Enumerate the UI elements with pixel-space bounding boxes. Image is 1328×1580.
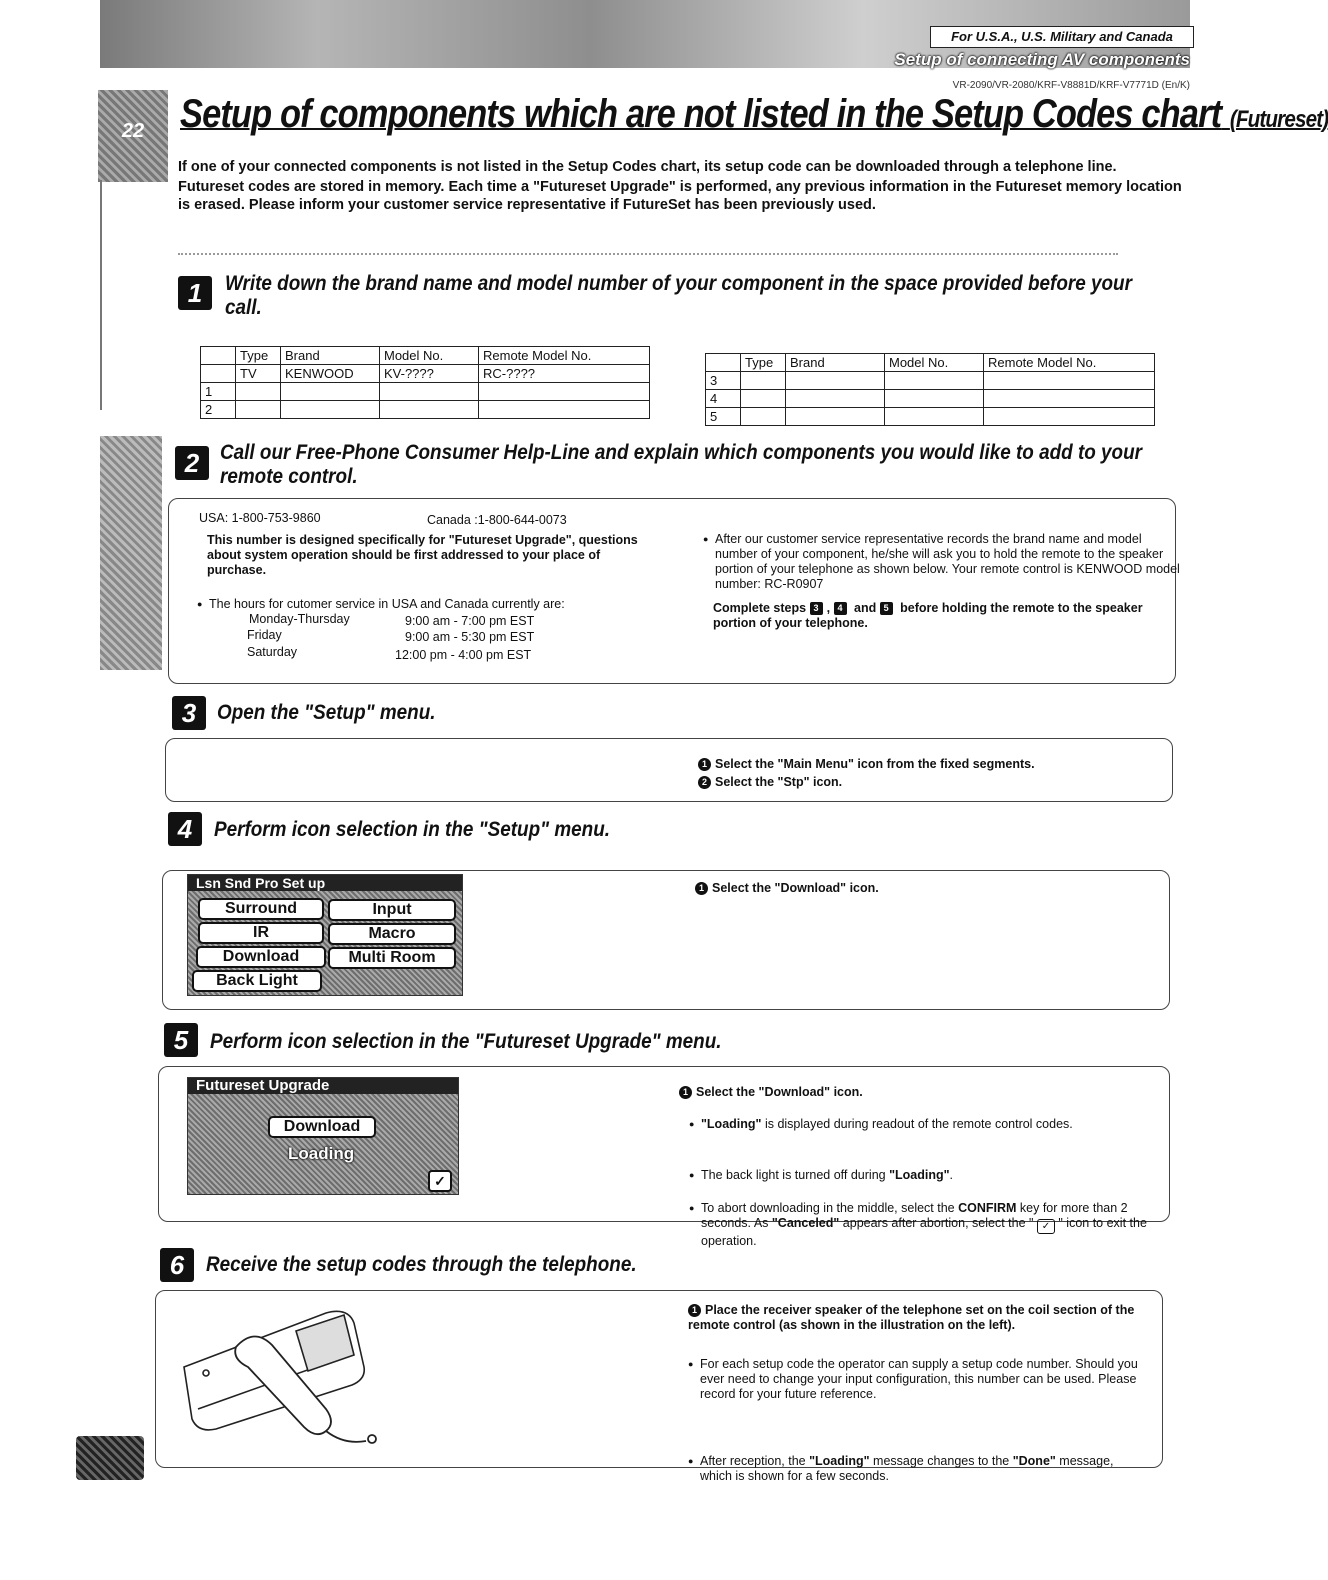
- step-ref-3: 3: [810, 602, 823, 615]
- step-ref-4: 4: [834, 602, 847, 615]
- step-ref-5: 5: [880, 602, 893, 615]
- table-cell: Remote Model No.: [479, 347, 650, 365]
- step-6-box: [155, 1290, 1163, 1483]
- step-6-heading: Receive the setup codes through the telephone.: [206, 1253, 637, 1276]
- designed-note: This number is designed specifically for "Futureset Upgrade", questions about system operation should be first addressed to your place of purchase.: [207, 533, 638, 577]
- table-cell: KENWOOD: [281, 365, 380, 383]
- table-cell[interactable]: [786, 390, 885, 408]
- step-5-note-2: [689, 1168, 1151, 1183]
- table-cell: Type: [236, 347, 281, 365]
- page-tab: [98, 90, 168, 182]
- table-cell: Brand: [281, 347, 380, 365]
- table-cell: Brand: [786, 354, 885, 372]
- futureset-download-button[interactable]: Download: [268, 1116, 376, 1138]
- page-title: [180, 92, 1328, 137]
- step-4-instruction-1: [695, 881, 1145, 896]
- step-5-instruction-1: [679, 1085, 1139, 1100]
- hours-time: 9:00 am - 7:00 pm EST: [405, 614, 535, 628]
- hours-time: 9:00 am - 5:30 pm EST: [405, 630, 535, 644]
- table-row: [706, 390, 1155, 408]
- table-row: [201, 401, 650, 419]
- step-4-number: 4: [168, 812, 202, 846]
- step-1-heading: Write down the brand name and model number of your component in the space provided before your call.: [225, 272, 1132, 319]
- note-emphasis: "Loading": [809, 1454, 870, 1468]
- step-6-note-1: ● For each setup code the operator can supply a setup code number. Should you ever need to change your input configuration, this number can be used. Please record for your future reference.: [688, 1357, 1148, 1402]
- table-cell[interactable]: [380, 383, 479, 401]
- table-cell[interactable]: [984, 390, 1155, 408]
- usa-phone: USA: 1-800-753-9860: [199, 511, 321, 525]
- table-cell: 1: [201, 383, 236, 401]
- hours-day: Saturday: [247, 645, 298, 659]
- page-number: 22: [121, 120, 145, 142]
- table-row: [201, 365, 650, 383]
- bullet-number: 1: [695, 882, 708, 895]
- note-emphasis: "Canceled": [771, 1216, 840, 1230]
- table-row: [706, 372, 1155, 390]
- note-text: .: [949, 1168, 954, 1182]
- step-4-box: [162, 870, 1170, 1010]
- step-2-heading: Call our Free-Phone Consumer Help-Line and explain which components you would like to add to your remote control.: [220, 441, 1142, 488]
- table-cell: [706, 354, 741, 372]
- step-3-instruction-1: [698, 757, 1168, 772]
- table-cell: Type: [741, 354, 786, 372]
- table-cell: Model No.: [380, 347, 479, 365]
- table-cell: 4: [706, 390, 741, 408]
- table-header-row: [201, 347, 650, 365]
- step-4-heading: Perform icon selection in the "Setup" menu.: [214, 818, 610, 841]
- note-emphasis: "Loading": [701, 1117, 762, 1131]
- surround-button[interactable]: Surround: [198, 898, 324, 920]
- table-cell[interactable]: [236, 401, 281, 419]
- table-cell: [201, 347, 236, 365]
- download-button[interactable]: Download: [196, 946, 326, 968]
- complete-text-b: before holding the remote to the speaker portion of your telephone.: [713, 601, 1143, 630]
- table-cell[interactable]: [479, 383, 650, 401]
- complete-comma: ,: [826, 601, 834, 615]
- note-emphasis: "Loading": [889, 1168, 950, 1182]
- table-cell[interactable]: [885, 408, 984, 426]
- bullet-number: 2: [698, 776, 711, 789]
- page-corner-mark: [76, 1436, 144, 1480]
- table-cell: Remote Model No.: [984, 354, 1155, 372]
- intro-p2: Futureset codes are stored in memory. Each time a "Futureset Upgrade" is performed, any previous information in the Futureset memory location is erased. Please inform your customer service representative if FutureSet has been previously used.: [178, 179, 1182, 213]
- table-header-row: [706, 354, 1155, 372]
- complete-and: and: [850, 601, 880, 615]
- table-cell[interactable]: [984, 408, 1155, 426]
- confirm-check-icon[interactable]: ✓: [428, 1170, 452, 1192]
- step-6-number: 6: [160, 1248, 194, 1282]
- complete-text-a: Complete steps: [713, 601, 810, 615]
- complete-note: [713, 601, 1169, 631]
- section-title: Setup of connecting AV components: [894, 50, 1190, 69]
- table-cell[interactable]: [479, 401, 650, 419]
- ir-button[interactable]: IR: [198, 922, 324, 944]
- table-cell: 2: [201, 401, 236, 419]
- setup-menu-screen: [187, 874, 463, 996]
- title-main: Setup of components which are not listed in the Setup Codes chart: [180, 92, 1222, 136]
- note-text: appears after abortion, select the ": [839, 1216, 1037, 1230]
- hours-day: Friday: [247, 628, 282, 642]
- step-5-heading: Perform icon selection in the "Futureset Upgrade" menu.: [210, 1030, 722, 1053]
- hours-day: Monday-Thursday: [249, 612, 350, 626]
- step-2-number: 2: [175, 446, 209, 480]
- instruction-text: Select the "Stp" icon.: [715, 775, 843, 789]
- table-cell: RC-????: [479, 365, 650, 383]
- step-3-heading: Open the "Setup" menu.: [217, 701, 436, 724]
- table-cell: 5: [706, 408, 741, 426]
- region-tag: For U.S.A., U.S. Military and Canada: [930, 26, 1194, 48]
- intro: [178, 158, 1188, 216]
- note-emphasis: CONFIRM: [958, 1201, 1017, 1215]
- setup-menu-tabs: Lsn Snd Pro Set up: [188, 875, 462, 891]
- table-cell[interactable]: [281, 401, 380, 419]
- step-3-box: [165, 738, 1173, 802]
- table-cell: [201, 365, 236, 383]
- note-text: To abort downloading in the middle, select the: [701, 1201, 959, 1215]
- macro-button[interactable]: Macro: [328, 923, 456, 945]
- note-text: key for more than 2 seconds. As: [701, 1201, 1128, 1230]
- multi-room-button[interactable]: Multi Room: [328, 947, 456, 969]
- loading-indicator: Loading: [288, 1144, 355, 1163]
- step-1-number: 1: [178, 276, 212, 310]
- instruction-text: Place the receiver speaker of the telephone set on the coil section of the remote control (as shown in the illustration on the left).: [688, 1303, 1135, 1332]
- table-cell[interactable]: [741, 390, 786, 408]
- hours-time: 12:00 pm - 4:00 pm EST: [395, 648, 532, 662]
- step-5-box: [158, 1066, 1170, 1248]
- futureset-screen: [187, 1077, 459, 1195]
- table-cell: KV-????: [380, 365, 479, 383]
- title-sub: (Futureset): [1229, 106, 1328, 133]
- side-tab: [100, 436, 162, 670]
- after-note: ● After our customer service representative records the brand name and model number of your component, he/she will ask you to hold the remote to the speaker portion of your telephone as shown below. Your remote control is KENWOOD model number: RC-R0907: [703, 532, 1180, 592]
- note-text: message changes to the: [869, 1454, 1013, 1468]
- instruction-text: Select the "Main Menu" icon from the fixed segments.: [715, 757, 1035, 771]
- note-emphasis: "Done": [1012, 1454, 1056, 1468]
- step-6-note-2: [688, 1454, 1148, 1484]
- step-6-instruction-1: [688, 1303, 1138, 1333]
- table-cell: Model No.: [885, 354, 984, 372]
- model-table-left: [200, 346, 650, 419]
- intro-p1: If one of your connected components is not listed in the Setup Codes chart, its setup code can be downloaded through a telephone line.: [178, 159, 1117, 175]
- table-cell[interactable]: [984, 372, 1155, 390]
- divider: [178, 253, 1118, 255]
- step-5-number: 5: [164, 1023, 198, 1057]
- step-5-note-3: [689, 1201, 1151, 1249]
- table-cell[interactable]: [885, 390, 984, 408]
- check-icon: ✓: [1037, 1219, 1055, 1234]
- table-cell[interactable]: [741, 408, 786, 426]
- table-row: [201, 383, 650, 401]
- note-text: is displayed during readout of the remote control codes.: [761, 1117, 1073, 1131]
- step-5-note-1: [689, 1117, 1151, 1132]
- note-text: " icon to exit the operation.: [701, 1216, 1147, 1248]
- input-button[interactable]: Input: [328, 899, 456, 921]
- model-numbers: VR-2090/VR-2080/KRF-V8881D/KRF-V7771D (En/K): [952, 80, 1190, 91]
- table-cell[interactable]: [236, 383, 281, 401]
- table-cell: 3: [706, 372, 741, 390]
- model-table-right: [705, 353, 1155, 426]
- canada-phone: Canada :1-800-644-0073: [427, 513, 567, 527]
- table-cell[interactable]: [380, 401, 479, 419]
- table-cell: TV: [236, 365, 281, 383]
- instruction-text: Select the "Download" icon.: [696, 1085, 863, 1099]
- back-light-button[interactable]: Back Light: [192, 970, 322, 992]
- table-cell[interactable]: [741, 372, 786, 390]
- table-row: [706, 408, 1155, 426]
- note-text: message, which is shown for a few seconds.: [700, 1454, 1114, 1483]
- hours-intro: ● The hours for cutomer service in USA and Canada currently are:: [197, 597, 689, 612]
- step-3-number: 3: [172, 696, 206, 730]
- table-cell[interactable]: [281, 383, 380, 401]
- bullet-number: 1: [698, 758, 711, 771]
- futureset-screen-title: Futureset Upgrade: [188, 1078, 458, 1094]
- table-cell[interactable]: [786, 408, 885, 426]
- bullet-number: 1: [679, 1086, 692, 1099]
- table-cell[interactable]: [786, 372, 885, 390]
- instruction-text: Select the "Download" icon.: [712, 881, 879, 895]
- margin-line: [100, 180, 102, 410]
- note-text: The back light is turned off during: [701, 1168, 890, 1182]
- step-3-instruction-2: [698, 775, 1168, 790]
- helpline-box: [168, 498, 1180, 684]
- table-cell[interactable]: [885, 372, 984, 390]
- telephone-remote-illustration: [176, 1297, 386, 1451]
- bullet-number: 1: [688, 1304, 701, 1317]
- note-text: After reception, the: [700, 1454, 810, 1468]
